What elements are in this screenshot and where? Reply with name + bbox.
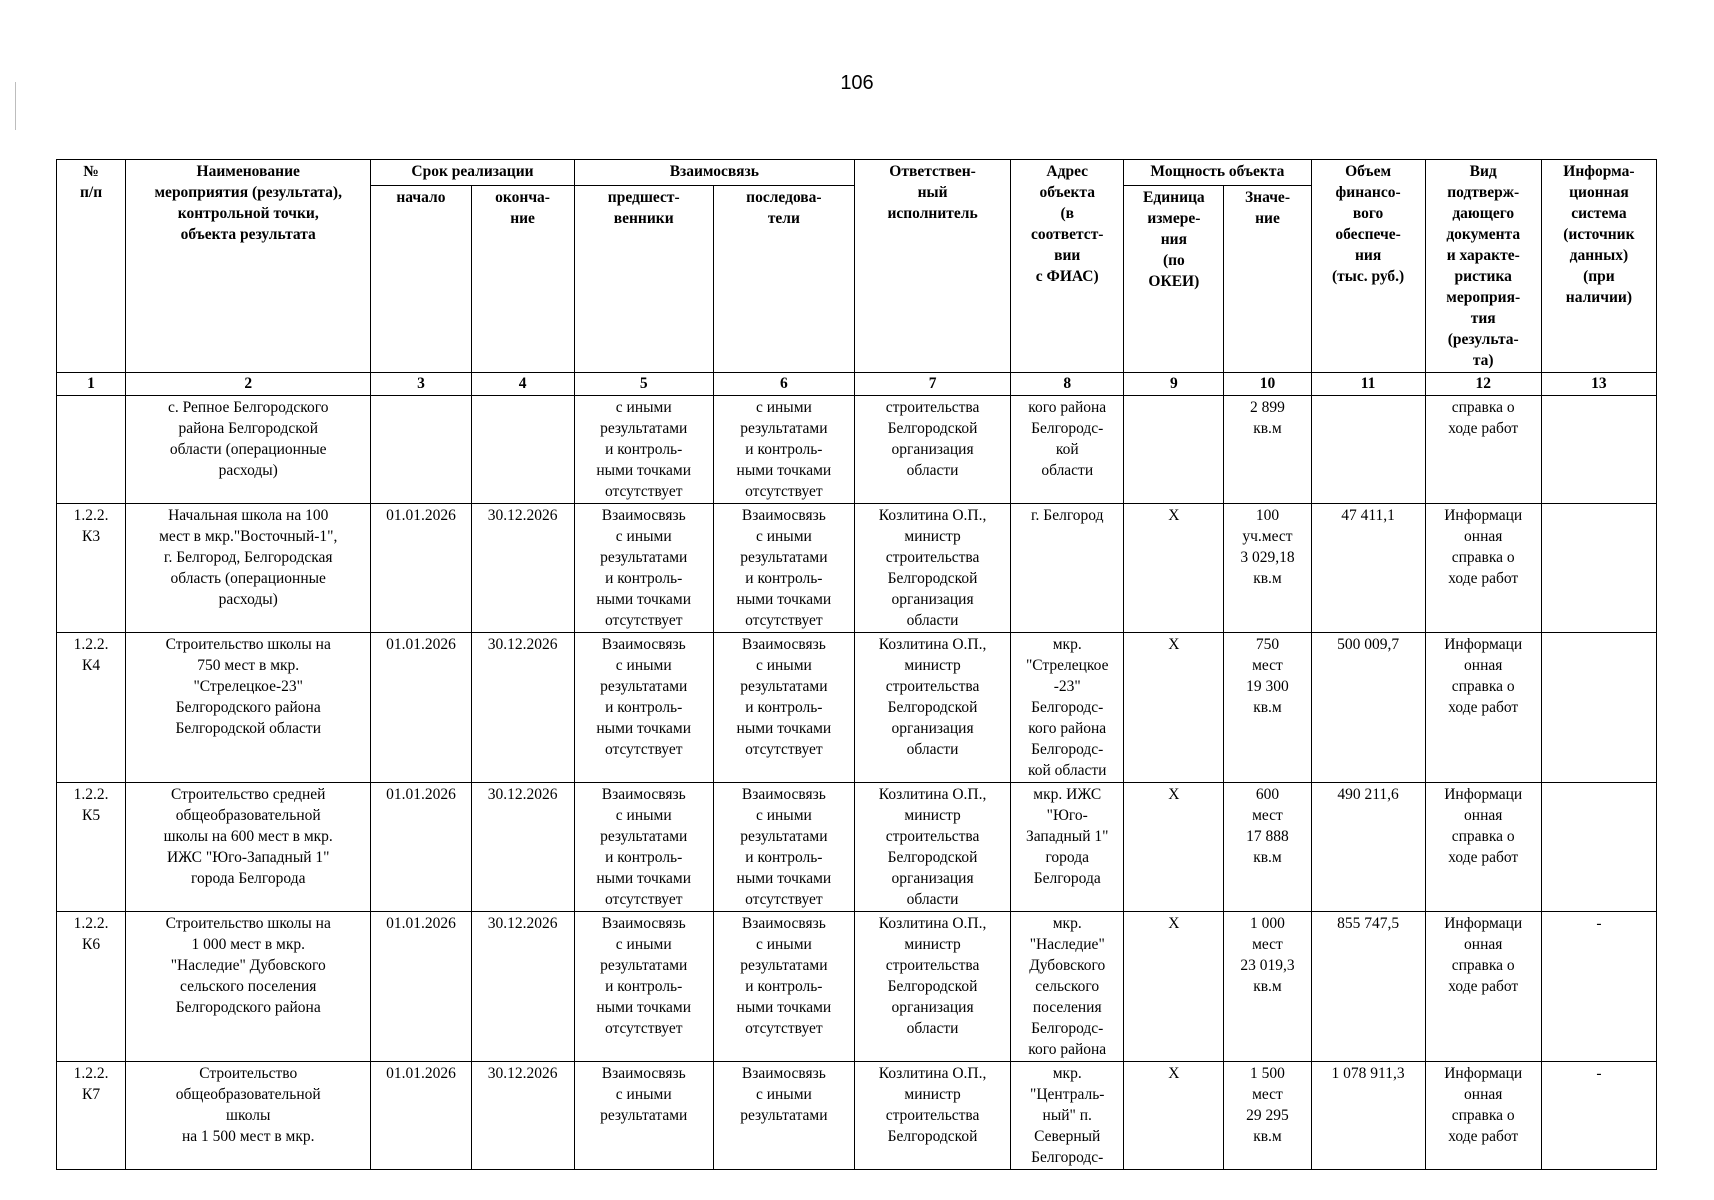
cell-number bbox=[57, 396, 126, 504]
cell-address bbox=[1011, 1062, 1124, 1170]
cell-start bbox=[371, 633, 471, 783]
cell-funding bbox=[1311, 1062, 1425, 1170]
cell-funding-text: 500 009,7 bbox=[1337, 636, 1400, 653]
cell-successors-text: Взаимосвязь с иными результатами и контроль- ными точками отсутствует bbox=[736, 786, 832, 908]
header-relation-next: последова- тели bbox=[713, 185, 854, 372]
cell-name bbox=[126, 633, 371, 783]
cell-responsible bbox=[854, 912, 1010, 1062]
cell-number-text: 1.2.2. К5 bbox=[73, 786, 109, 824]
cell-address-text: мкр. "Стрелецкое -23" Белгородс- кого района Белгородс- кой области bbox=[1025, 636, 1109, 779]
cell-address bbox=[1011, 633, 1124, 783]
cell-successors-text: Взаимосвязь с иными результатами и контроль- ными точками отсутствует bbox=[736, 636, 832, 758]
cell-predecessors-text: Взаимосвязь с иными результатами и контроль- ными точками отсутствует bbox=[596, 507, 692, 629]
cell-responsible bbox=[854, 504, 1010, 633]
cell-document bbox=[1425, 396, 1541, 504]
cell-value bbox=[1224, 1062, 1311, 1170]
cell-name-text: Начальная школа на 100 мест в мкр."Восточный-1", г. Белгород, Белгородская область (операционные расходы) bbox=[159, 507, 338, 608]
cell-start-text: 01.01.2026 bbox=[386, 915, 456, 932]
cell-unit bbox=[1124, 1062, 1224, 1170]
cell-number bbox=[57, 633, 126, 783]
cell-funding-text: 855 747,5 bbox=[1337, 915, 1400, 932]
cell-end-text: 30.12.2026 bbox=[487, 636, 558, 653]
cell-number bbox=[57, 912, 126, 1062]
cell-unit bbox=[1124, 633, 1224, 783]
cell-value bbox=[1224, 633, 1311, 783]
cell-info-system-text: - bbox=[1596, 1065, 1602, 1082]
cell-value-text: 750 мест 19 300 кв.м bbox=[1246, 636, 1289, 716]
cell-address-text: мкр. ИЖС "Юго- Западный 1" города Белгорода bbox=[1025, 786, 1109, 887]
cell-successors bbox=[713, 912, 854, 1062]
table-row bbox=[57, 912, 1657, 1062]
cell-document-text: Информаци онная справка о ходе работ bbox=[1444, 507, 1523, 587]
cell-number bbox=[57, 783, 126, 912]
cell-responsible bbox=[854, 396, 1010, 504]
column-number: 5 bbox=[574, 373, 713, 396]
cell-value-text: 100 уч.мест 3 029,18 кв.м bbox=[1240, 507, 1295, 587]
cell-predecessors-text: Взаимосвязь с иными результатами и контроль- ными точками отсутствует bbox=[596, 636, 692, 758]
cell-info-system-text: - bbox=[1596, 915, 1602, 932]
cell-end bbox=[471, 633, 574, 783]
cell-info-system bbox=[1541, 396, 1656, 504]
cell-funding bbox=[1311, 783, 1425, 912]
cell-address bbox=[1011, 504, 1124, 633]
scan-margin-mark bbox=[15, 82, 16, 130]
cell-info-system bbox=[1541, 912, 1656, 1062]
cell-successors-text: Взаимосвязь с иными результатами и контроль- ными точками отсутствует bbox=[736, 507, 832, 629]
table-row bbox=[57, 783, 1657, 912]
column-number: 7 bbox=[854, 373, 1010, 396]
header-period: Срок реализации bbox=[371, 160, 574, 186]
cell-predecessors-text: Взаимосвязь с иными результатами и контроль- ными точками отсутствует bbox=[596, 786, 692, 908]
cell-name-text: Строительство школы на 1 000 мест в мкр. "Наследие" Дубовского сельского поселения Белгородского района bbox=[165, 915, 331, 1016]
cell-successors bbox=[713, 396, 854, 504]
header-document: Вид подтверж- дающего документа и характе- ристика мероприя- тия (результа- та) bbox=[1425, 160, 1541, 373]
cell-info-system bbox=[1541, 1062, 1656, 1170]
cell-document bbox=[1425, 504, 1541, 633]
cell-successors bbox=[713, 504, 854, 633]
cell-document-text: Информаци онная справка о ходе работ bbox=[1444, 1065, 1523, 1145]
column-number: 11 bbox=[1311, 373, 1425, 396]
table-row bbox=[57, 1062, 1657, 1170]
cell-number-text: 1.2.2. К6 bbox=[73, 915, 109, 953]
cell-end-text: 30.12.2026 bbox=[487, 507, 558, 524]
cell-responsible-text: Козлитина О.П., министр строительства Белгородской организация области bbox=[878, 786, 987, 908]
cell-name bbox=[126, 504, 371, 633]
header-number: № п/п bbox=[57, 160, 126, 373]
cell-document-text: Информаци онная справка о ходе работ bbox=[1444, 636, 1523, 716]
cell-name-text: Строительство школы на 750 мест в мкр. "Стрелецкое-23" Белгородского района Белгородской области bbox=[165, 636, 331, 737]
cell-funding bbox=[1311, 633, 1425, 783]
cell-number-text: 1.2.2. К3 bbox=[73, 507, 109, 545]
cell-funding bbox=[1311, 396, 1425, 504]
header-capacity-unit: Единица измере- ния (по ОКЕИ) bbox=[1124, 185, 1224, 372]
cell-address-text: кого района Белгородс- кой области bbox=[1028, 399, 1107, 479]
column-number: 6 bbox=[713, 373, 854, 396]
cell-funding-text: 490 211,6 bbox=[1337, 786, 1399, 803]
header-name: Наименование мероприятия (результата), контрольной точки, объекта результата bbox=[126, 160, 371, 373]
header-capacity-value: Значе- ние bbox=[1224, 185, 1311, 372]
cell-start-text: 01.01.2026 bbox=[386, 507, 456, 524]
cell-unit-text: Х bbox=[1168, 786, 1180, 803]
cell-predecessors-text: с иными результатами и контроль- ными точками отсутствует bbox=[596, 399, 692, 500]
cell-document bbox=[1425, 633, 1541, 783]
page-number: 106 bbox=[840, 72, 874, 94]
cell-responsible bbox=[854, 633, 1010, 783]
cell-successors-text: Взаимосвязь с иными результатами bbox=[740, 1065, 828, 1124]
cell-successors-text: Взаимосвязь с иными результатами и контроль- ными точками отсутствует bbox=[736, 915, 832, 1037]
cell-predecessors-text: Взаимосвязь с иными результатами bbox=[600, 1065, 688, 1124]
cell-funding-text: 1 078 911,3 bbox=[1331, 1065, 1405, 1082]
cell-name bbox=[126, 1062, 371, 1170]
cell-value-text: 2 899 кв.м bbox=[1250, 399, 1285, 437]
cell-name-text: Строительство средней общеобразовательной школы на 600 мест в мкр. ИЖС "Юго-Западный 1" города Белгорода bbox=[163, 786, 333, 887]
cell-info-system bbox=[1541, 783, 1656, 912]
cell-info-system bbox=[1541, 633, 1656, 783]
cell-start bbox=[371, 912, 471, 1062]
column-number: 3 bbox=[371, 373, 471, 396]
cell-end bbox=[471, 504, 574, 633]
cell-address-text: мкр. "Наследие" Дубовского сельского поселения Белгородс- кого района bbox=[1028, 915, 1107, 1058]
cell-start bbox=[371, 783, 471, 912]
cell-address-text: г. Белгород bbox=[1030, 507, 1104, 524]
cell-responsible-text: Козлитина О.П., министр строительства Белгородской организация области bbox=[878, 915, 987, 1037]
cell-start bbox=[371, 504, 471, 633]
column-number: 1 bbox=[57, 373, 126, 396]
header-responsible: Ответствен- ный исполнитель bbox=[854, 160, 1010, 373]
header-period-start: начало bbox=[371, 185, 471, 372]
cell-successors bbox=[713, 633, 854, 783]
cell-responsible bbox=[854, 1062, 1010, 1170]
cell-start-text: 01.01.2026 bbox=[386, 786, 456, 803]
column-number: 8 bbox=[1011, 373, 1124, 396]
cell-successors bbox=[713, 1062, 854, 1170]
column-number: 12 bbox=[1425, 373, 1541, 396]
cell-predecessors bbox=[574, 504, 713, 633]
cell-predecessors bbox=[574, 912, 713, 1062]
cell-end-text: 30.12.2026 bbox=[487, 915, 558, 932]
table-body bbox=[57, 396, 1657, 1170]
cell-funding bbox=[1311, 504, 1425, 633]
cell-value bbox=[1224, 783, 1311, 912]
cell-document-text: Информаци онная справка о ходе работ bbox=[1444, 915, 1523, 995]
cell-unit-text: Х bbox=[1168, 915, 1180, 932]
cell-document bbox=[1425, 912, 1541, 1062]
cell-value-text: 600 мест 17 888 кв.м bbox=[1246, 786, 1289, 866]
column-number: 9 bbox=[1124, 373, 1224, 396]
cell-unit-text: Х bbox=[1168, 1065, 1180, 1082]
cell-end-text: 30.12.2026 bbox=[487, 1065, 558, 1082]
cell-value bbox=[1224, 504, 1311, 633]
header-capacity: Мощность объекта bbox=[1124, 160, 1311, 186]
cell-value bbox=[1224, 912, 1311, 1062]
cell-predecessors bbox=[574, 633, 713, 783]
table-row bbox=[57, 396, 1657, 504]
cell-number-text: 1.2.2. К4 bbox=[73, 636, 109, 674]
cell-address bbox=[1011, 783, 1124, 912]
column-number: 2 bbox=[126, 373, 371, 396]
cell-document-text: справка о ходе работ bbox=[1448, 399, 1519, 437]
header-info-system: Информа- ционная система (источник данных) (при наличии) bbox=[1541, 160, 1656, 373]
header-address: Адрес объекта (в соответст- вии с ФИАС) bbox=[1011, 160, 1124, 373]
cell-address-text: мкр. "Централь- ный" п. Северный Белгородс- bbox=[1030, 1065, 1105, 1166]
cell-funding bbox=[1311, 912, 1425, 1062]
cell-predecessors bbox=[574, 396, 713, 504]
column-number: 4 bbox=[471, 373, 574, 396]
header-relation: Взаимосвязь bbox=[574, 160, 854, 186]
cell-start-text: 01.01.2026 bbox=[386, 1065, 456, 1082]
header-period-end: оконча- ние bbox=[471, 185, 574, 372]
cell-responsible-text: Козлитина О.П., министр строительства Белгородской организация области bbox=[878, 636, 987, 758]
cell-name bbox=[126, 396, 371, 504]
cell-unit bbox=[1124, 396, 1224, 504]
cell-address bbox=[1011, 912, 1124, 1062]
cell-address bbox=[1011, 396, 1124, 504]
cell-predecessors bbox=[574, 1062, 713, 1170]
cell-document bbox=[1425, 783, 1541, 912]
cell-responsible bbox=[854, 783, 1010, 912]
cell-document bbox=[1425, 1062, 1541, 1170]
cell-end bbox=[471, 396, 574, 504]
cell-unit bbox=[1124, 912, 1224, 1062]
cell-name bbox=[126, 912, 371, 1062]
cell-start-text: 01.01.2026 bbox=[386, 636, 456, 653]
cell-start bbox=[371, 1062, 471, 1170]
cell-unit bbox=[1124, 783, 1224, 912]
cell-name-text: с. Репное Белгородского района Белгородской области (операционные расходы) bbox=[167, 399, 329, 479]
header-relation-prev: предшест- венники bbox=[574, 185, 713, 372]
cell-successors-text: с иными результатами и контроль- ными точками отсутствует bbox=[736, 399, 832, 500]
cell-responsible-text: строительства Белгородской организация области bbox=[885, 399, 980, 479]
header-funding: Объем финансо- вого обеспече- ния (тыс. руб.) bbox=[1311, 160, 1425, 373]
plan-table bbox=[56, 159, 1657, 1170]
cell-name-text: Строительство общеобразовательной школы на 1 500 мест в мкр. bbox=[175, 1065, 321, 1145]
column-number-row bbox=[57, 373, 1657, 396]
cell-unit-text: Х bbox=[1168, 507, 1180, 524]
cell-predecessors-text: Взаимосвязь с иными результатами и контроль- ными точками отсутствует bbox=[596, 915, 692, 1037]
cell-predecessors bbox=[574, 783, 713, 912]
column-number: 13 bbox=[1541, 373, 1656, 396]
table-row bbox=[57, 504, 1657, 633]
cell-unit bbox=[1124, 504, 1224, 633]
cell-start bbox=[371, 396, 471, 504]
cell-number-text: 1.2.2. К7 bbox=[73, 1065, 109, 1103]
cell-end-text: 30.12.2026 bbox=[487, 786, 558, 803]
table-header bbox=[57, 160, 1657, 396]
cell-value-text: 1 000 мест 23 019,3 кв.м bbox=[1240, 915, 1295, 995]
cell-responsible-text: Козлитина О.П., министр строительства Белгородской bbox=[878, 1065, 987, 1145]
cell-responsible-text: Козлитина О.П., министр строительства Белгородской организация области bbox=[878, 507, 987, 629]
cell-number bbox=[57, 1062, 126, 1170]
cell-successors bbox=[713, 783, 854, 912]
cell-info-system bbox=[1541, 504, 1656, 633]
cell-name bbox=[126, 783, 371, 912]
cell-end bbox=[471, 1062, 574, 1170]
cell-funding-text: 47 411,1 bbox=[1341, 507, 1395, 524]
table-row bbox=[57, 633, 1657, 783]
column-number: 10 bbox=[1224, 373, 1311, 396]
cell-value bbox=[1224, 396, 1311, 504]
cell-document-text: Информаци онная справка о ходе работ bbox=[1444, 786, 1523, 866]
cell-end bbox=[471, 912, 574, 1062]
cell-number bbox=[57, 504, 126, 633]
cell-end bbox=[471, 783, 574, 912]
cell-unit-text: Х bbox=[1168, 636, 1180, 653]
cell-value-text: 1 500 мест 29 295 кв.м bbox=[1246, 1065, 1289, 1145]
